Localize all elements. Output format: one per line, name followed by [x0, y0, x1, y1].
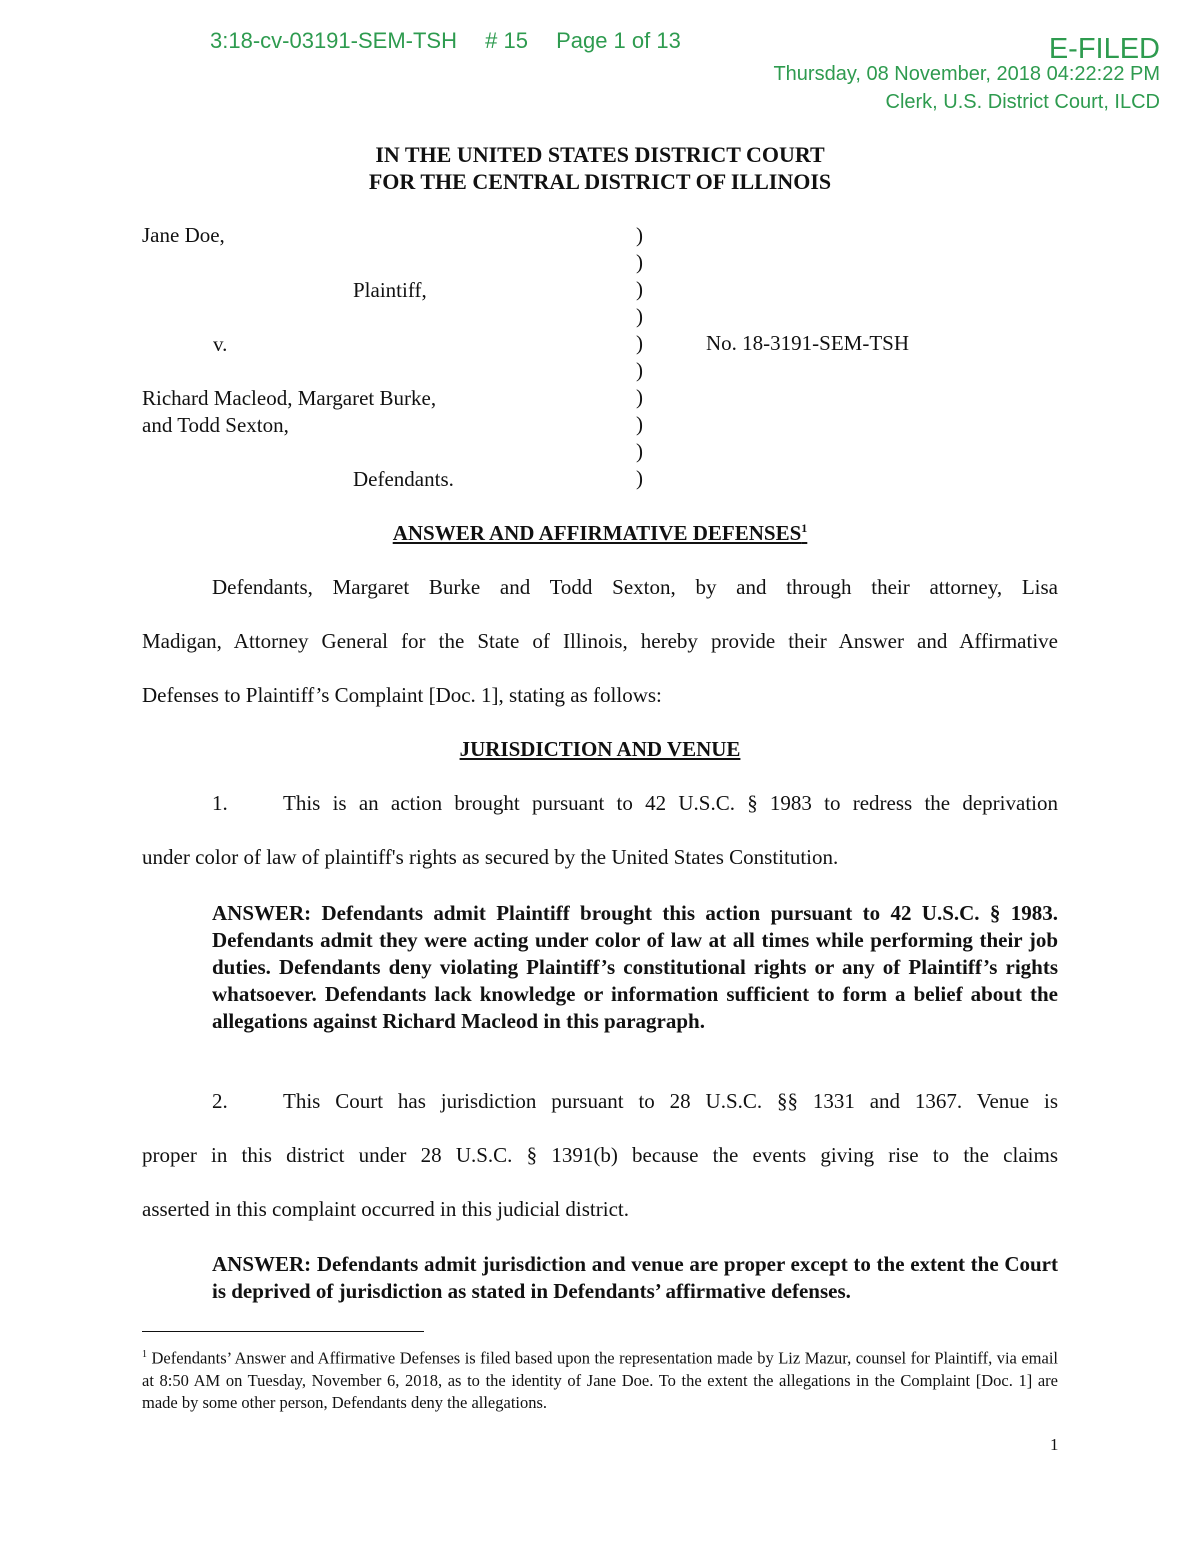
paragraph-number: 2. — [212, 1089, 228, 1113]
paragraph-1 — [142, 791, 1058, 899]
caption-paren: ) — [636, 223, 643, 247]
paragraph-line: This is an action brought pursuant to 42 U.S.C. § 1983 to redress the deprivation — [283, 791, 1058, 815]
plaintiff-role: Plaintiff, — [353, 278, 427, 302]
document-number: # 15 — [485, 28, 528, 53]
footnote-text: Defendants’ Answer and Affirmative Defenses is filed based upon the representation made by Liz Mazur, counsel for Plaintiff, via email at 8:50 AM on Tuesday, November 6, 2018, as to the identity of Jane Doe. To the extent the allegations in the Complaint [Doc. 1] are made by some other person, Defendants deny the allegations. — [142, 1348, 1058, 1412]
caption-paren: ) — [636, 277, 643, 301]
clerk-line: Clerk, U.S. District Court, ILCD — [885, 91, 1160, 113]
defendants-names-line2: and Todd Sexton, — [142, 413, 289, 437]
paragraph-number: 1. — [212, 791, 228, 815]
caption-paren: ) — [636, 250, 643, 274]
paragraph-line: under color of law of plaintiff's rights as secured by the United States Constitution. — [142, 845, 839, 869]
intro-line: Madigan, Attorney General for the State of Illinois, hereby provide their Answer and Affirmative — [142, 629, 1058, 653]
answer-1: ANSWER: Defendants admit Plaintiff brought this action pursuant to 42 U.S.C. § 1983. Defendants admit they were acting under color of law at all times while performing their job duties. Defendants deny violating Plaintiff’s constitutional rights or any of Plaintiff’s rights whatsoever. Defendants lack knowledge or information sufficient to form a belief about the allegations against Richard Macleod in this paragraph. — [212, 901, 1058, 1033]
caption-paren: ) — [636, 385, 643, 409]
document-title-text: ANSWER AND AFFIRMATIVE DEFENSES — [392, 521, 802, 545]
case-number-caption: No. 18-3191-SEM-TSH — [706, 331, 909, 355]
caption-paren: ) — [636, 331, 643, 355]
intro-line: Defendants, Margaret Burke and Todd Sexton, by and through their attorney, Lisa — [212, 575, 1058, 599]
footnote-marker: 1 — [142, 1349, 147, 1360]
paragraph-2 — [142, 1089, 1058, 1251]
defendants-role: Defendants. — [353, 467, 454, 491]
caption-paren: ) — [636, 304, 643, 328]
defendants-names-line1: Richard Macleod, Margaret Burke, — [142, 386, 437, 410]
footnote — [142, 1344, 1058, 1414]
paragraph-line: proper in this district under 28 U.S.C. § 1391(b) because the events giving rise to the claims — [142, 1143, 1058, 1167]
intro-line: Defenses to Plaintiff’s Complaint [Doc. 1], stating as follows: — [142, 683, 662, 707]
case-stamp — [210, 28, 703, 54]
versus: v. — [213, 332, 228, 356]
intro-paragraph — [142, 575, 1058, 737]
caption-paren: ) — [636, 358, 643, 382]
page-info: Page 1 of 13 — [556, 28, 681, 53]
caption-paren: ) — [636, 466, 643, 490]
court-heading-line1: IN THE UNITED STATES DISTRICT COURT — [375, 142, 825, 167]
answer-2: ANSWER: Defendants admit jurisdiction and venue are proper except to the extent the Court is deprived of jurisdiction as stated in Defendants’ affirmative defenses. — [212, 1252, 1058, 1303]
document-title — [0, 521, 1200, 546]
filed-datetime: Thursday, 08 November, 2018 04:22:22 PM — [773, 63, 1160, 85]
caption-paren: ) — [636, 412, 643, 436]
caption-paren: ) — [636, 439, 643, 463]
page-number: 1 — [1050, 1435, 1059, 1454]
footnote-reference: 1 — [801, 521, 808, 535]
paragraph-line: asserted in this complaint occurred in this judicial district. — [142, 1197, 629, 1221]
case-number: 3:18-cv-03191-SEM-TSH — [210, 28, 457, 53]
court-heading-line2: FOR THE CENTRAL DISTRICT OF ILLINOIS — [368, 169, 832, 194]
efiled-label: E-FILED — [1048, 33, 1160, 65]
footnote-divider — [142, 1331, 424, 1332]
paragraph-line: This Court has jurisdiction pursuant to 28 U.S.C. §§ 1331 and 1367. Venue is — [283, 1089, 1058, 1113]
section-heading: JURISDICTION AND VENUE — [459, 737, 741, 761]
plaintiff-name: Jane Doe, — [142, 223, 225, 247]
